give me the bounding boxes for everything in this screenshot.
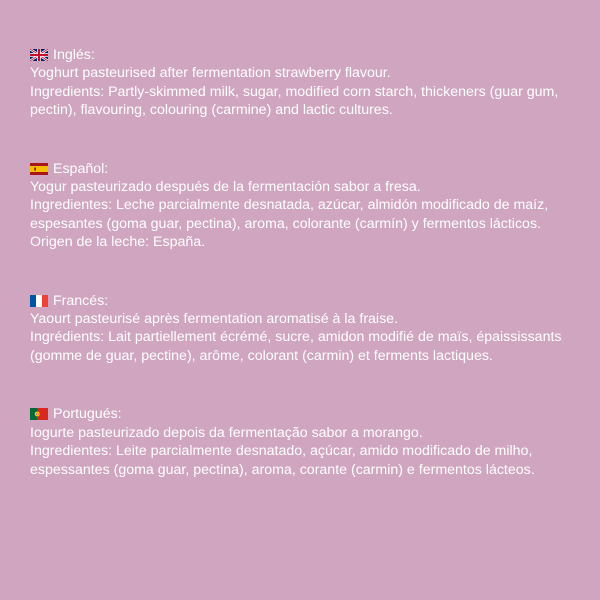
france-flag-icon: [30, 295, 48, 307]
language-label-french: Francés:: [53, 292, 109, 309]
uk-flag-icon: [30, 49, 48, 61]
section-spanish: [30, 160, 578, 252]
section-french: [30, 292, 578, 366]
product-description-english: Yoghurt pasteurised after fermentation strawberry flavour.: [30, 65, 391, 82]
ingredients-portuguese: Ingredientes: Leite parcialmente desnatado, açúcar, amido modificado de milho, espessantes (goma guar, pectina), aroma, corante (carmin) e fermentos lácteos.: [30, 443, 535, 478]
product-description-spanish: Yogur pasteurizado después de la fermentación sabor a fresa.: [30, 179, 421, 196]
language-label-portuguese: Portugués:: [53, 406, 122, 423]
spain-flag-icon: [30, 163, 48, 175]
milk-origin-spanish: Origen de la leche: España.: [30, 234, 206, 251]
language-header-french: [30, 292, 578, 310]
language-header-english: [30, 46, 578, 64]
language-header-spanish: [30, 160, 578, 178]
product-description-french: Yaourt pasteurisé après fermentation aromatisé à la fraise.: [30, 311, 399, 328]
ingredients-english: Ingredients: Partly-skimmed milk, sugar, modified corn starch, thickeners (guar gum, pectin), flavouring, colouring (carmine) and lactic cultures.: [30, 83, 559, 119]
product-description-portuguese: Iogurte pasteurizado depois da fermentação sabor a morango.: [30, 424, 423, 441]
language-label-english: Inglés:: [53, 47, 95, 63]
section-portuguese: [30, 405, 578, 479]
section-english: [30, 46, 578, 120]
language-header-portuguese: [30, 405, 578, 423]
portugal-flag-icon: [30, 408, 48, 420]
ingredients-french: Ingrédients: Lait partiellement écrémé, sucre, amidon modifié de maïs, épaississants (gomme de guar, pectine), arôme, colorant (carmin) et ferments lactiques.: [30, 329, 562, 364]
language-label-spanish: Español:: [53, 160, 109, 177]
ingredients-spanish: Ingredientes: Leche parcialmente desnatada, azúcar, almidón modificado de maíz, espesantes (goma guar, pectina), aroma, colorante (carmín) y fermentos lácticos.: [30, 197, 549, 232]
